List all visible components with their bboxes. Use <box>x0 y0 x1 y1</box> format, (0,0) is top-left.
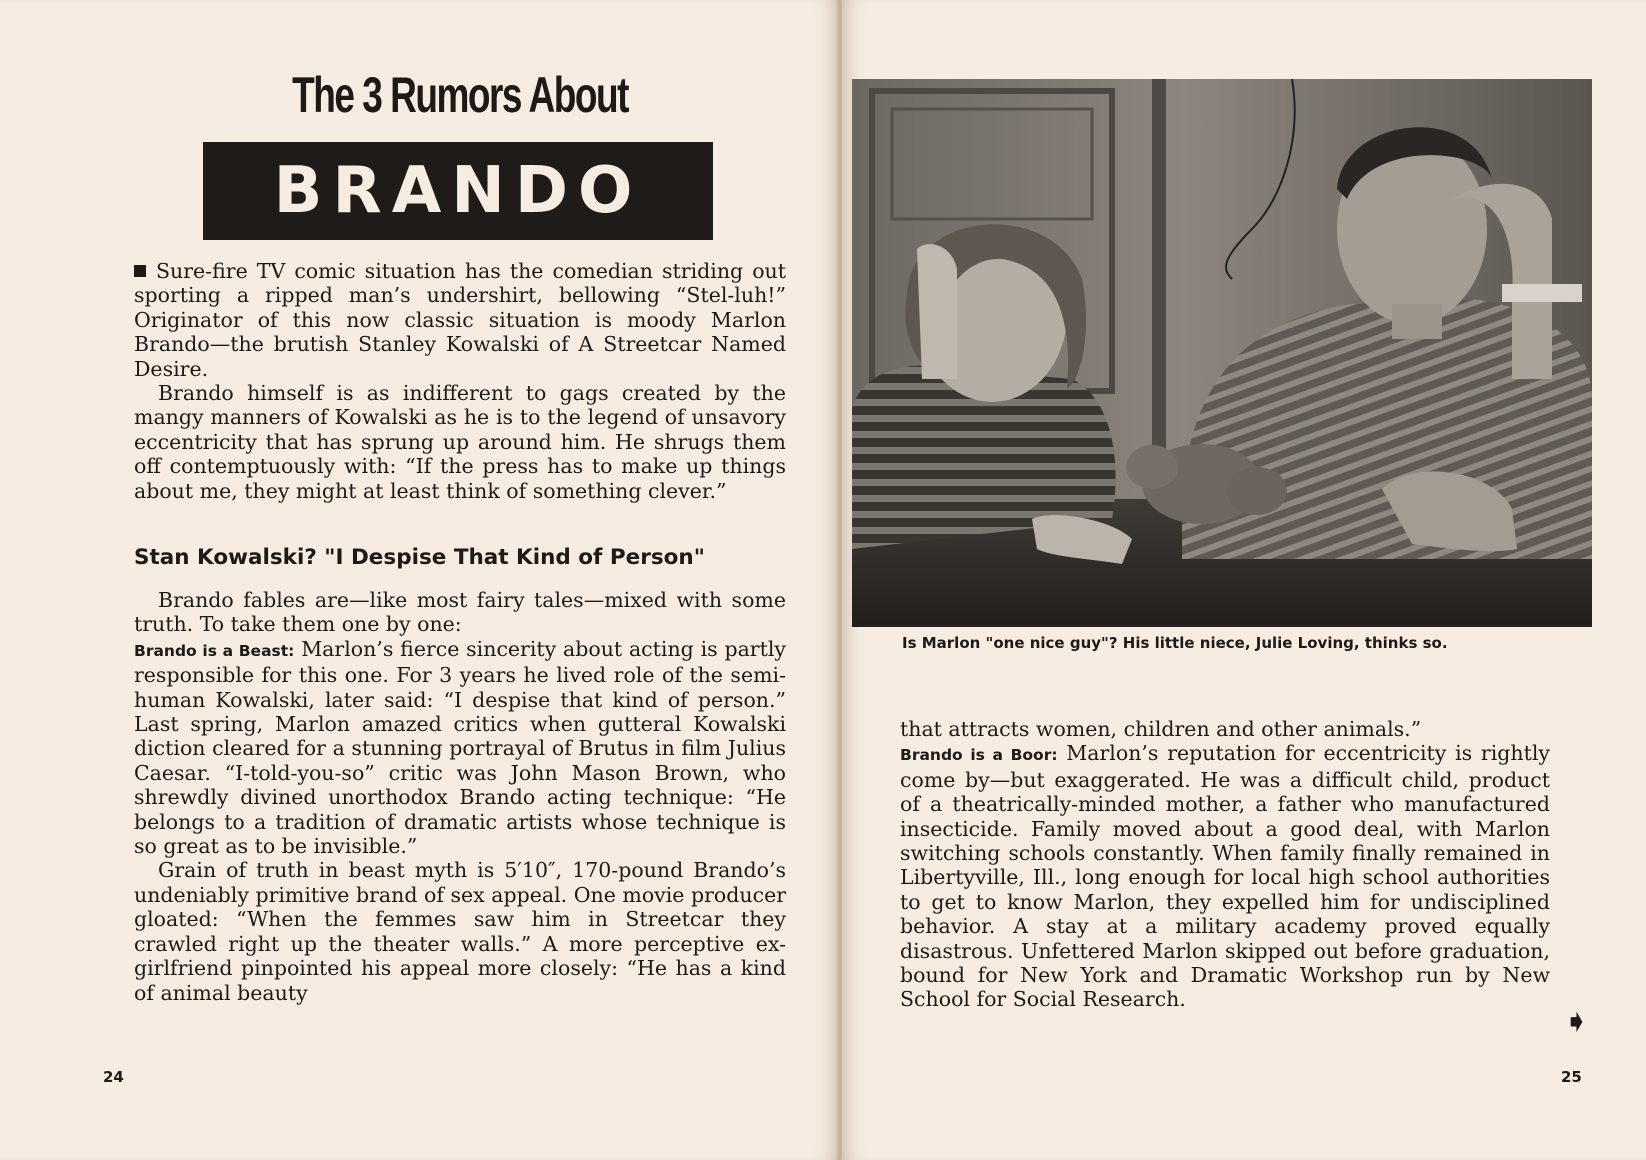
body-column-left <box>134 588 786 1005</box>
body-column-right <box>900 717 1550 1012</box>
page-number-left: 24 <box>103 1068 124 1086</box>
continuation-line: that attracts women, children and other animals.” <box>900 717 1422 741</box>
beast-paragraph: Brando is a Beast: Marlon’s fierce sincerity about acting is partly responsible for this one. For 3 years he lived role of the semi-human Kowalski, later said: “I despise that kind of person.” Last spring, Marlon amazed critics when gutteral Kowalski diction cleared for a stunning portrayal of Brutus in film Julius Caesar. “I-told-you-so” critic was John Mason Brown, who shrewdly divined unorthodox Brando acting technique: “He belongs to a tradition of dramatic artists whose technique is so great as to be invisible.” <box>134 636 786 859</box>
article-headline: The 3 Rumors About <box>292 67 628 123</box>
boor-paragraph: Brando is a Boor: Marlon’s reputation for eccentricity is rightly come by—but exaggerated. He was a difficult child, product of a theatrically-minded mother, a father who manufactured insecticide. Family moved about a good deal, with Marlon switching schools constantly. When family finally remained in Libertyville, Ill., long enough for local high school authorities to get to know Marlon, they expelled him for undisciplined behavior. A stay at a military academy proved equally disastrous. Unfettered Marlon skipped out before graduation, bound for New York and Dramatic Workshop run by New School for Social Research. <box>900 741 1550 1012</box>
intro-paragraph-2: Brando himself is as indifferent to gags created by the mangy manners of Kowalski as he is to the legend of unsavory eccentricity that has sprung up around him. He shrugs them off contemptuously with: “If the press has to make up things about me, they might at least think of something clever.” <box>134 381 786 503</box>
photo-caption: Is Marlon "one nice guy"? His little niece, Julie Loving, thinks so. <box>902 634 1448 652</box>
beast-lead-in: Brando is a Beast: <box>134 641 295 660</box>
right-arrow-icon: ➧ <box>1563 1002 1590 1040</box>
photo-illustration <box>852 79 1592 627</box>
photo-brando-and-niece <box>852 79 1592 627</box>
name-banner <box>203 142 713 240</box>
intro-column <box>134 259 786 503</box>
square-bullet-icon <box>134 265 146 277</box>
intro-paragraph-1: Sure-fire TV comic situation has the comedian striding out sporting a ripped man’s undershirt, bellowing “Stel-luh!” Originator of this now classic situation is moody Marlon Brando—the brutish Stanley Kowalski of A Streetcar Named Desire. <box>134 259 786 381</box>
page-number-right: 25 <box>1561 1068 1582 1086</box>
fables-paragraph: Brando fables are—like most fairy tales—mixed with some truth. To take them one by one: <box>134 588 786 637</box>
grain-paragraph: Grain of truth in beast myth is 5′10″, 170-pound Brando’s undeniably primitive brand of sex appeal. One movie producer gloated: “When the femmes saw him in Streetcar they crawled right up the theater walls.” A more perceptive ex-girlfriend pinpointed his appeal more closely: “He has a kind of animal beauty <box>134 858 786 1005</box>
name-banner-text: BRANDO <box>273 154 643 228</box>
boor-lead-in: Brando is a Boor: <box>900 746 1058 765</box>
section-subhead: Stan Kowalski? "I Despise That Kind of Person" <box>134 545 705 570</box>
